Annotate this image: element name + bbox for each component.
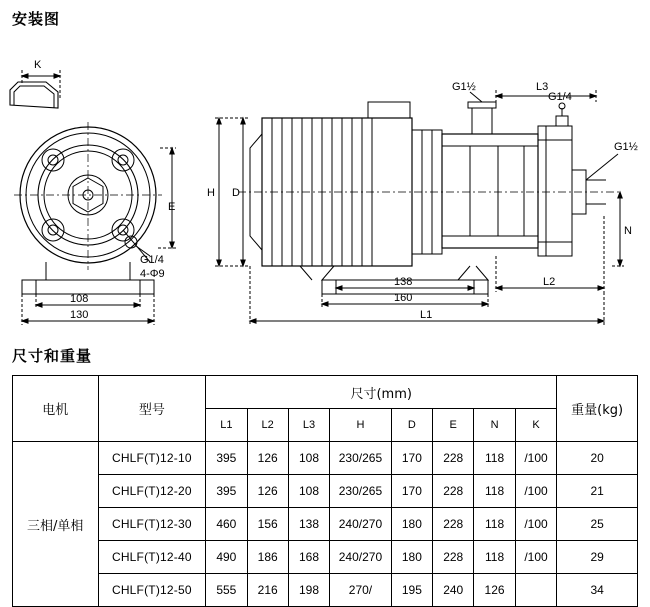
header-col-l2: L2	[247, 409, 288, 442]
label-l1: L1	[420, 309, 433, 321]
label-d: D	[232, 187, 240, 199]
table-row	[13, 541, 638, 574]
cell-l2: 126	[247, 442, 288, 475]
cell-k: /100	[515, 508, 557, 541]
page-title-dimensions: 尺寸和重量	[12, 347, 93, 365]
header-col-h: H	[330, 409, 392, 442]
cell-l2: 156	[247, 508, 288, 541]
header-motor: 电机	[13, 376, 99, 442]
cell-e: 228	[433, 475, 474, 508]
table-header-row-1	[13, 376, 638, 409]
label-dim-160: 160	[394, 292, 413, 304]
cell-h: 270/	[330, 574, 392, 607]
table-row	[13, 508, 638, 541]
cell-weight: 20	[557, 442, 638, 475]
cell-h: 240/270	[330, 508, 392, 541]
table-row	[13, 442, 638, 475]
cell-n: 118	[474, 475, 515, 508]
cell-d: 180	[391, 541, 432, 574]
label-dim-138: 138	[394, 276, 413, 288]
header-col-n: N	[474, 409, 515, 442]
table-head	[13, 376, 638, 442]
label-dim-130: 130	[70, 309, 89, 321]
cell-n: 118	[474, 508, 515, 541]
label-g14-right: G1/4	[548, 91, 572, 103]
cell-weight: 29	[557, 541, 638, 574]
label-l2: L2	[543, 276, 556, 288]
label-k: K	[34, 59, 42, 71]
page-title-installation: 安装图	[12, 10, 61, 28]
cell-l1: 490	[206, 541, 247, 574]
cell-n: 118	[474, 442, 515, 475]
cell-motor-type: 三相/单相	[13, 442, 99, 607]
cell-h: 230/265	[330, 475, 392, 508]
cell-weight: 21	[557, 475, 638, 508]
cell-n: 118	[474, 541, 515, 574]
cell-l2: 186	[247, 541, 288, 574]
header-dims-group: 尺寸(mm)	[206, 376, 557, 409]
header-col-d: D	[391, 409, 432, 442]
cell-k: /100	[515, 541, 557, 574]
cell-e: 228	[433, 508, 474, 541]
cell-k	[515, 574, 557, 607]
technical-drawing	[0, 30, 650, 340]
header-col-e: E	[433, 409, 474, 442]
table-body	[13, 442, 638, 607]
cell-l1: 395	[206, 475, 247, 508]
header-model: 型号	[98, 376, 206, 442]
label-e: E	[168, 201, 176, 213]
cell-l3: 138	[288, 508, 329, 541]
label-g14-left: G1/4	[140, 254, 164, 266]
cell-model: CHLF(T)12-40	[98, 541, 206, 574]
dimensions-table-container	[12, 375, 638, 607]
cell-l2: 126	[247, 475, 288, 508]
cell-model: CHLF(T)12-30	[98, 508, 206, 541]
header-col-l1: L1	[206, 409, 247, 442]
table-row	[13, 475, 638, 508]
cell-l1: 555	[206, 574, 247, 607]
cell-k: /100	[515, 475, 557, 508]
pump-drawing-svg	[0, 30, 650, 340]
header-col-k: K	[515, 409, 557, 442]
label-g15-right: G1½	[614, 141, 638, 153]
cell-l1: 460	[206, 508, 247, 541]
cell-l3: 168	[288, 541, 329, 574]
cell-weight: 25	[557, 508, 638, 541]
dimensions-table	[12, 375, 638, 607]
cell-h: 240/270	[330, 541, 392, 574]
cell-d: 180	[391, 508, 432, 541]
cell-l2: 216	[247, 574, 288, 607]
cell-d: 195	[391, 574, 432, 607]
cell-h: 230/265	[330, 442, 392, 475]
cell-d: 170	[391, 442, 432, 475]
cell-l3: 108	[288, 475, 329, 508]
header-col-l3: L3	[288, 409, 329, 442]
cell-model: CHLF(T)12-20	[98, 475, 206, 508]
cell-weight: 34	[557, 574, 638, 607]
cell-l3: 198	[288, 574, 329, 607]
label-h: H	[207, 187, 215, 199]
label-g15-top: G1½	[452, 81, 476, 93]
label-holes: 4-Φ9	[140, 268, 165, 280]
cell-e: 228	[433, 541, 474, 574]
cell-e: 240	[433, 574, 474, 607]
cell-model: CHLF(T)12-10	[98, 442, 206, 475]
cell-e: 228	[433, 442, 474, 475]
label-dim-108: 108	[70, 293, 89, 305]
cell-d: 170	[391, 475, 432, 508]
cell-model: CHLF(T)12-50	[98, 574, 206, 607]
label-n: N	[624, 225, 632, 237]
cell-k: /100	[515, 442, 557, 475]
cell-l1: 395	[206, 442, 247, 475]
header-weight: 重量(kg)	[557, 376, 638, 442]
cell-l3: 108	[288, 442, 329, 475]
label-l3: L3	[536, 81, 549, 93]
table-row	[13, 574, 638, 607]
cell-n: 126	[474, 574, 515, 607]
